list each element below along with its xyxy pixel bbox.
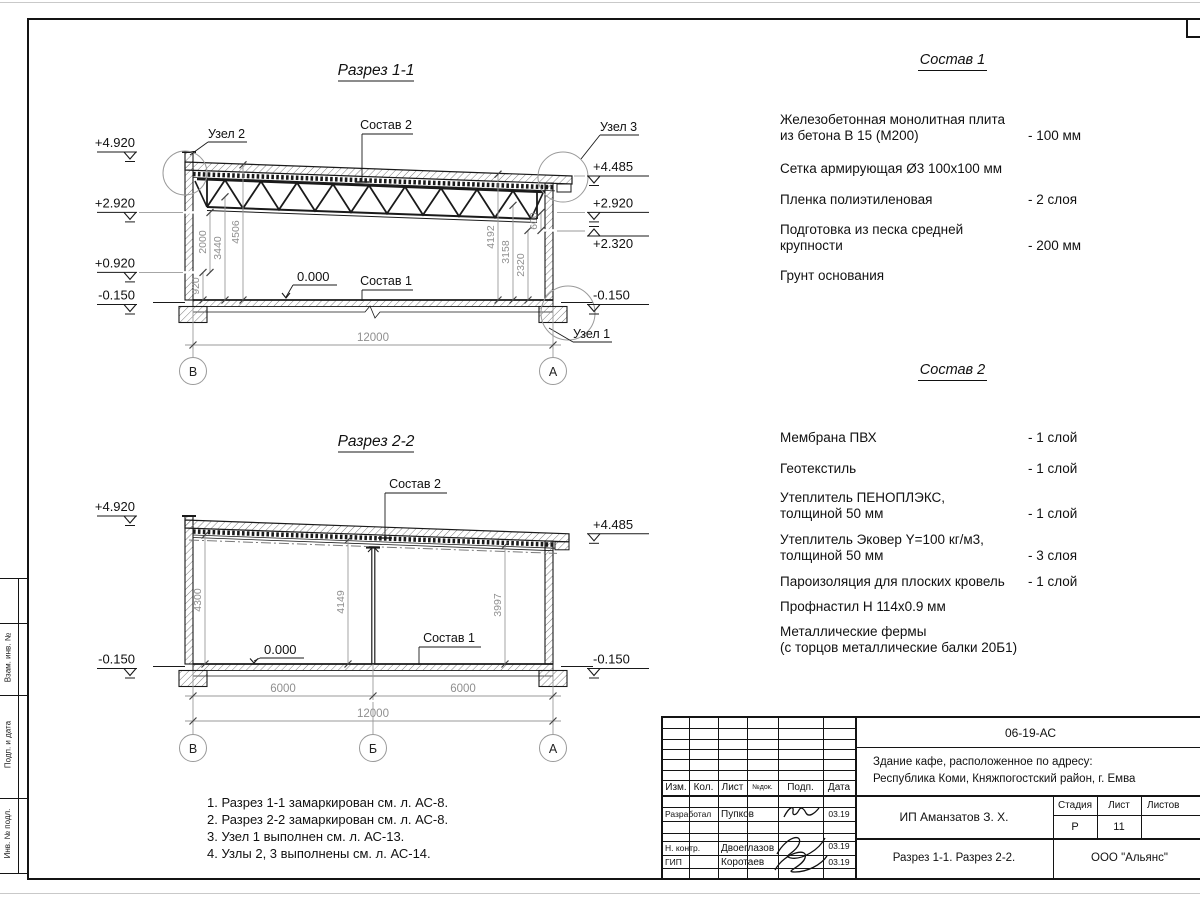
svg-text:+4.485: +4.485 (593, 159, 634, 174)
axis-letter: Б (368, 742, 378, 756)
level-mark (97, 652, 137, 679)
side-stamp-line (0, 873, 27, 874)
level-mark (95, 499, 137, 526)
tb-header-list: Лист (721, 782, 744, 793)
section-2-2-drawing (85, 428, 705, 793)
composition-item (780, 222, 1125, 255)
item-text: толщиной 50 мм (780, 506, 884, 522)
tb-header-kol: Кол. (693, 782, 714, 793)
svg-text:4300: 4300 (192, 588, 204, 612)
tb-doc-number: 06-19-АС (1004, 725, 1057, 740)
svg-text:-0.150: -0.150 (593, 287, 630, 303)
composition-item (780, 268, 1125, 284)
composition-item (780, 490, 1125, 523)
section-2-2-title-text: Разрез 2-2 (337, 433, 415, 450)
composition-item (780, 574, 1125, 590)
svg-text:3158: 3158 (500, 240, 512, 264)
composition-2-panel (780, 362, 1125, 657)
level-mark (587, 288, 649, 315)
side-stamp-label: Инв. № подл. (3, 808, 12, 859)
svg-text:+4.485: +4.485 (593, 516, 634, 532)
svg-text:4192: 4192 (485, 225, 497, 249)
tb-name: Коротаев (721, 856, 765, 868)
composition-item (780, 112, 1125, 145)
sheet-edge-top (0, 2, 1200, 3)
svg-text:Состав 2: Состав 2 (389, 477, 441, 491)
axis-bubbles (180, 347, 567, 385)
composition-item (780, 599, 1125, 615)
composition-item (780, 161, 1125, 177)
svg-text:6000: 6000 (270, 683, 296, 695)
tb-role: ГИП (665, 857, 682, 867)
level-mark (587, 517, 649, 544)
tb-header-izm: Изм. (665, 782, 687, 793)
floor-slab (153, 300, 593, 318)
svg-text:-0.150: -0.150 (98, 651, 135, 667)
tb-project (855, 747, 1200, 795)
svg-text:-0.150: -0.150 (98, 287, 135, 303)
note-line: 3. Узел 1 выполнен см. л. АС-13. (207, 829, 405, 845)
svg-text:3997: 3997 (492, 593, 504, 617)
item-value: - 1 слой (1028, 506, 1078, 522)
side-stamp-label: Взам. инв. № (3, 632, 13, 683)
foundation-block (179, 307, 567, 323)
zero-level-mark (282, 269, 337, 298)
svg-text:2320: 2320 (515, 253, 527, 277)
level-mark (95, 255, 137, 282)
composition-item (780, 461, 1125, 477)
sheet-edge-bottom (0, 893, 1200, 894)
svg-text:+2.920: +2.920 (94, 195, 135, 211)
item-value: - 2 слоя (1028, 192, 1078, 208)
svg-text:3440: 3440 (212, 236, 224, 260)
notes-block (207, 794, 448, 863)
tb-date: 03.19 (828, 857, 850, 867)
axis-letter: А (548, 742, 558, 756)
item-value: - 3 слоя (1028, 548, 1078, 564)
svg-text:+4.920: +4.920 (94, 499, 135, 514)
frame-left (27, 18, 29, 880)
svg-text:Узел 3: Узел 3 (600, 120, 638, 134)
svg-text:Состав 1: Состав 1 (423, 631, 475, 645)
signature (781, 804, 821, 822)
svg-text:+2.320: +2.320 (593, 236, 634, 251)
tb-date: 03.19 (828, 809, 850, 819)
axis-letter: А (548, 365, 558, 379)
svg-text:+2.920: +2.920 (593, 195, 634, 211)
tb-header-list2: Лист (1108, 799, 1130, 811)
item-text: Пароизоляция для плоских кровель (780, 573, 1005, 589)
note-line: 4. Узлы 2, 3 выполнены см. л. АС-14. (207, 846, 431, 862)
sostav-1-callout (419, 631, 481, 665)
svg-text:2000: 2000 (197, 230, 209, 254)
item-text: Утеплитель ПЕНОПЛЭКС, (780, 489, 946, 505)
item-text: Сетка армирующая Ø3 100х100 мм (780, 160, 1003, 176)
svg-text:+0.920: +0.920 (94, 255, 135, 271)
signature (769, 832, 831, 876)
tb-project-line1: Здание кафе, расположенное по адресу: (873, 756, 1093, 769)
tb-header-data: Дата (827, 782, 851, 793)
svg-text:4149: 4149 (335, 590, 347, 614)
tb-header-listov: Листов (1147, 799, 1180, 811)
frame-top (27, 18, 1200, 20)
svg-text:-0.150: -0.150 (593, 651, 630, 667)
composition-item (780, 532, 1125, 565)
item-text: из бетона В 15 (М200) (780, 128, 919, 144)
tb-name: Пупков (721, 808, 754, 820)
tb-header-ndok: №док. (752, 784, 773, 791)
item-text: Геотекстиль (780, 461, 857, 477)
axis-bubbles (180, 702, 567, 762)
item-text: толщиной 50 мм (780, 548, 884, 564)
svg-text:0.000: 0.000 (264, 642, 297, 657)
section-1-1-title-text: Разрез 1-1 (337, 62, 415, 79)
tb-header-podp: Подп. (787, 782, 814, 793)
tb-project-line2: Республика Коми, Княжпогостский район, г. Емва (873, 773, 1136, 785)
axis-letter: В (188, 742, 198, 756)
item-value: - 100 мм (1028, 128, 1082, 144)
tb-role: Н. контр. (665, 843, 701, 853)
composition-1-title: Состав 1 (780, 52, 1125, 68)
corner-stamp-box (1186, 18, 1200, 38)
item-text: Металлические фермы (780, 623, 927, 639)
svg-text:+4.920: +4.920 (94, 135, 135, 150)
composition-item (780, 192, 1125, 208)
svg-text:Состав 1: Состав 1 (360, 274, 412, 288)
level-mark (587, 159, 649, 186)
side-stamp-label: Подп. и дата (3, 720, 13, 769)
section-1-1-title (338, 62, 415, 81)
item-text: Профнастил Н 114х0.9 мм (780, 599, 946, 615)
right-wall (544, 183, 554, 300)
tb-stage-value: Р (1071, 820, 1079, 833)
item-text: Подготовка из песка средней (780, 221, 964, 237)
level-mark (97, 288, 137, 315)
composition-item (780, 430, 1125, 446)
sostav-1-callout (360, 274, 413, 301)
section-2-2-title (338, 433, 415, 452)
svg-text:920: 920 (190, 277, 202, 295)
item-text: Утеплитель Эковер Y=100 кг/м3, (780, 531, 984, 547)
composition-1-panel (780, 52, 1125, 284)
tb-company: ООО "Альянс" (1091, 852, 1168, 864)
item-value: - 1 слой (1028, 461, 1078, 477)
tb-sheet-title: Разрез 1-1. Разрез 2-2. (892, 852, 1016, 864)
tb-role: Разработал (665, 809, 712, 819)
svg-text:12000: 12000 (357, 332, 389, 344)
svg-text:Узел 1: Узел 1 (573, 327, 611, 341)
note-line: 2. Разрез 2-2 замаркирован см. л. АС-8. (207, 812, 449, 828)
right-wall (545, 541, 553, 664)
svg-text:600: 600 (528, 212, 540, 230)
item-text: Грунт основания (780, 267, 885, 283)
zero-level-mark (250, 642, 304, 663)
level-mark (95, 135, 137, 162)
section-1-1-drawing (85, 35, 705, 433)
title-block (661, 716, 1200, 880)
item-text: Мембрана ПВХ (780, 430, 877, 445)
composition-item (780, 624, 1125, 657)
note-line: 1. Разрез 1-1 замаркирован см. л. АС-8. (207, 795, 449, 810)
node-1-label (549, 327, 612, 342)
svg-text:6000: 6000 (450, 683, 476, 695)
item-value: - 200 мм (1028, 238, 1082, 254)
tb-header-stadia: Стадия (1057, 799, 1093, 811)
svg-text:Узел 2: Узел 2 (208, 127, 246, 141)
item-text: Железобетонная монолитная плита (780, 112, 1006, 127)
svg-text:4506: 4506 (230, 220, 242, 244)
item-text: (с торцов металлические балки 20Б1) (780, 640, 1018, 656)
level-mark-up (587, 227, 649, 252)
axis-letter: В (188, 365, 198, 379)
middle-column (366, 548, 380, 665)
item-value: - 1 слой (1028, 430, 1078, 445)
tb-date: 03.19 (828, 841, 850, 851)
item-text: крупности (780, 238, 843, 254)
level-mark (587, 652, 649, 679)
svg-text:Состав 2: Состав 2 (360, 118, 412, 132)
item-value: - 1 слой (1028, 573, 1078, 589)
node-3-label (581, 120, 639, 159)
side-stamp-line (0, 578, 27, 579)
item-text: Пленка полиэтиленовая (780, 192, 933, 208)
svg-text:12000: 12000 (357, 708, 389, 720)
composition-2-title: Состав 2 (780, 362, 1125, 378)
node-2-label (190, 127, 247, 155)
level-mark (95, 195, 137, 222)
level-mark (587, 195, 649, 222)
tb-name: Двоеглазов (721, 842, 775, 854)
tb-client: ИП Аманзатов З. Х. (899, 809, 1009, 824)
tb-sheet-number: 11 (1113, 820, 1125, 833)
vertical-dimensions-left (190, 161, 247, 303)
svg-text:0.000: 0.000 (297, 269, 330, 284)
